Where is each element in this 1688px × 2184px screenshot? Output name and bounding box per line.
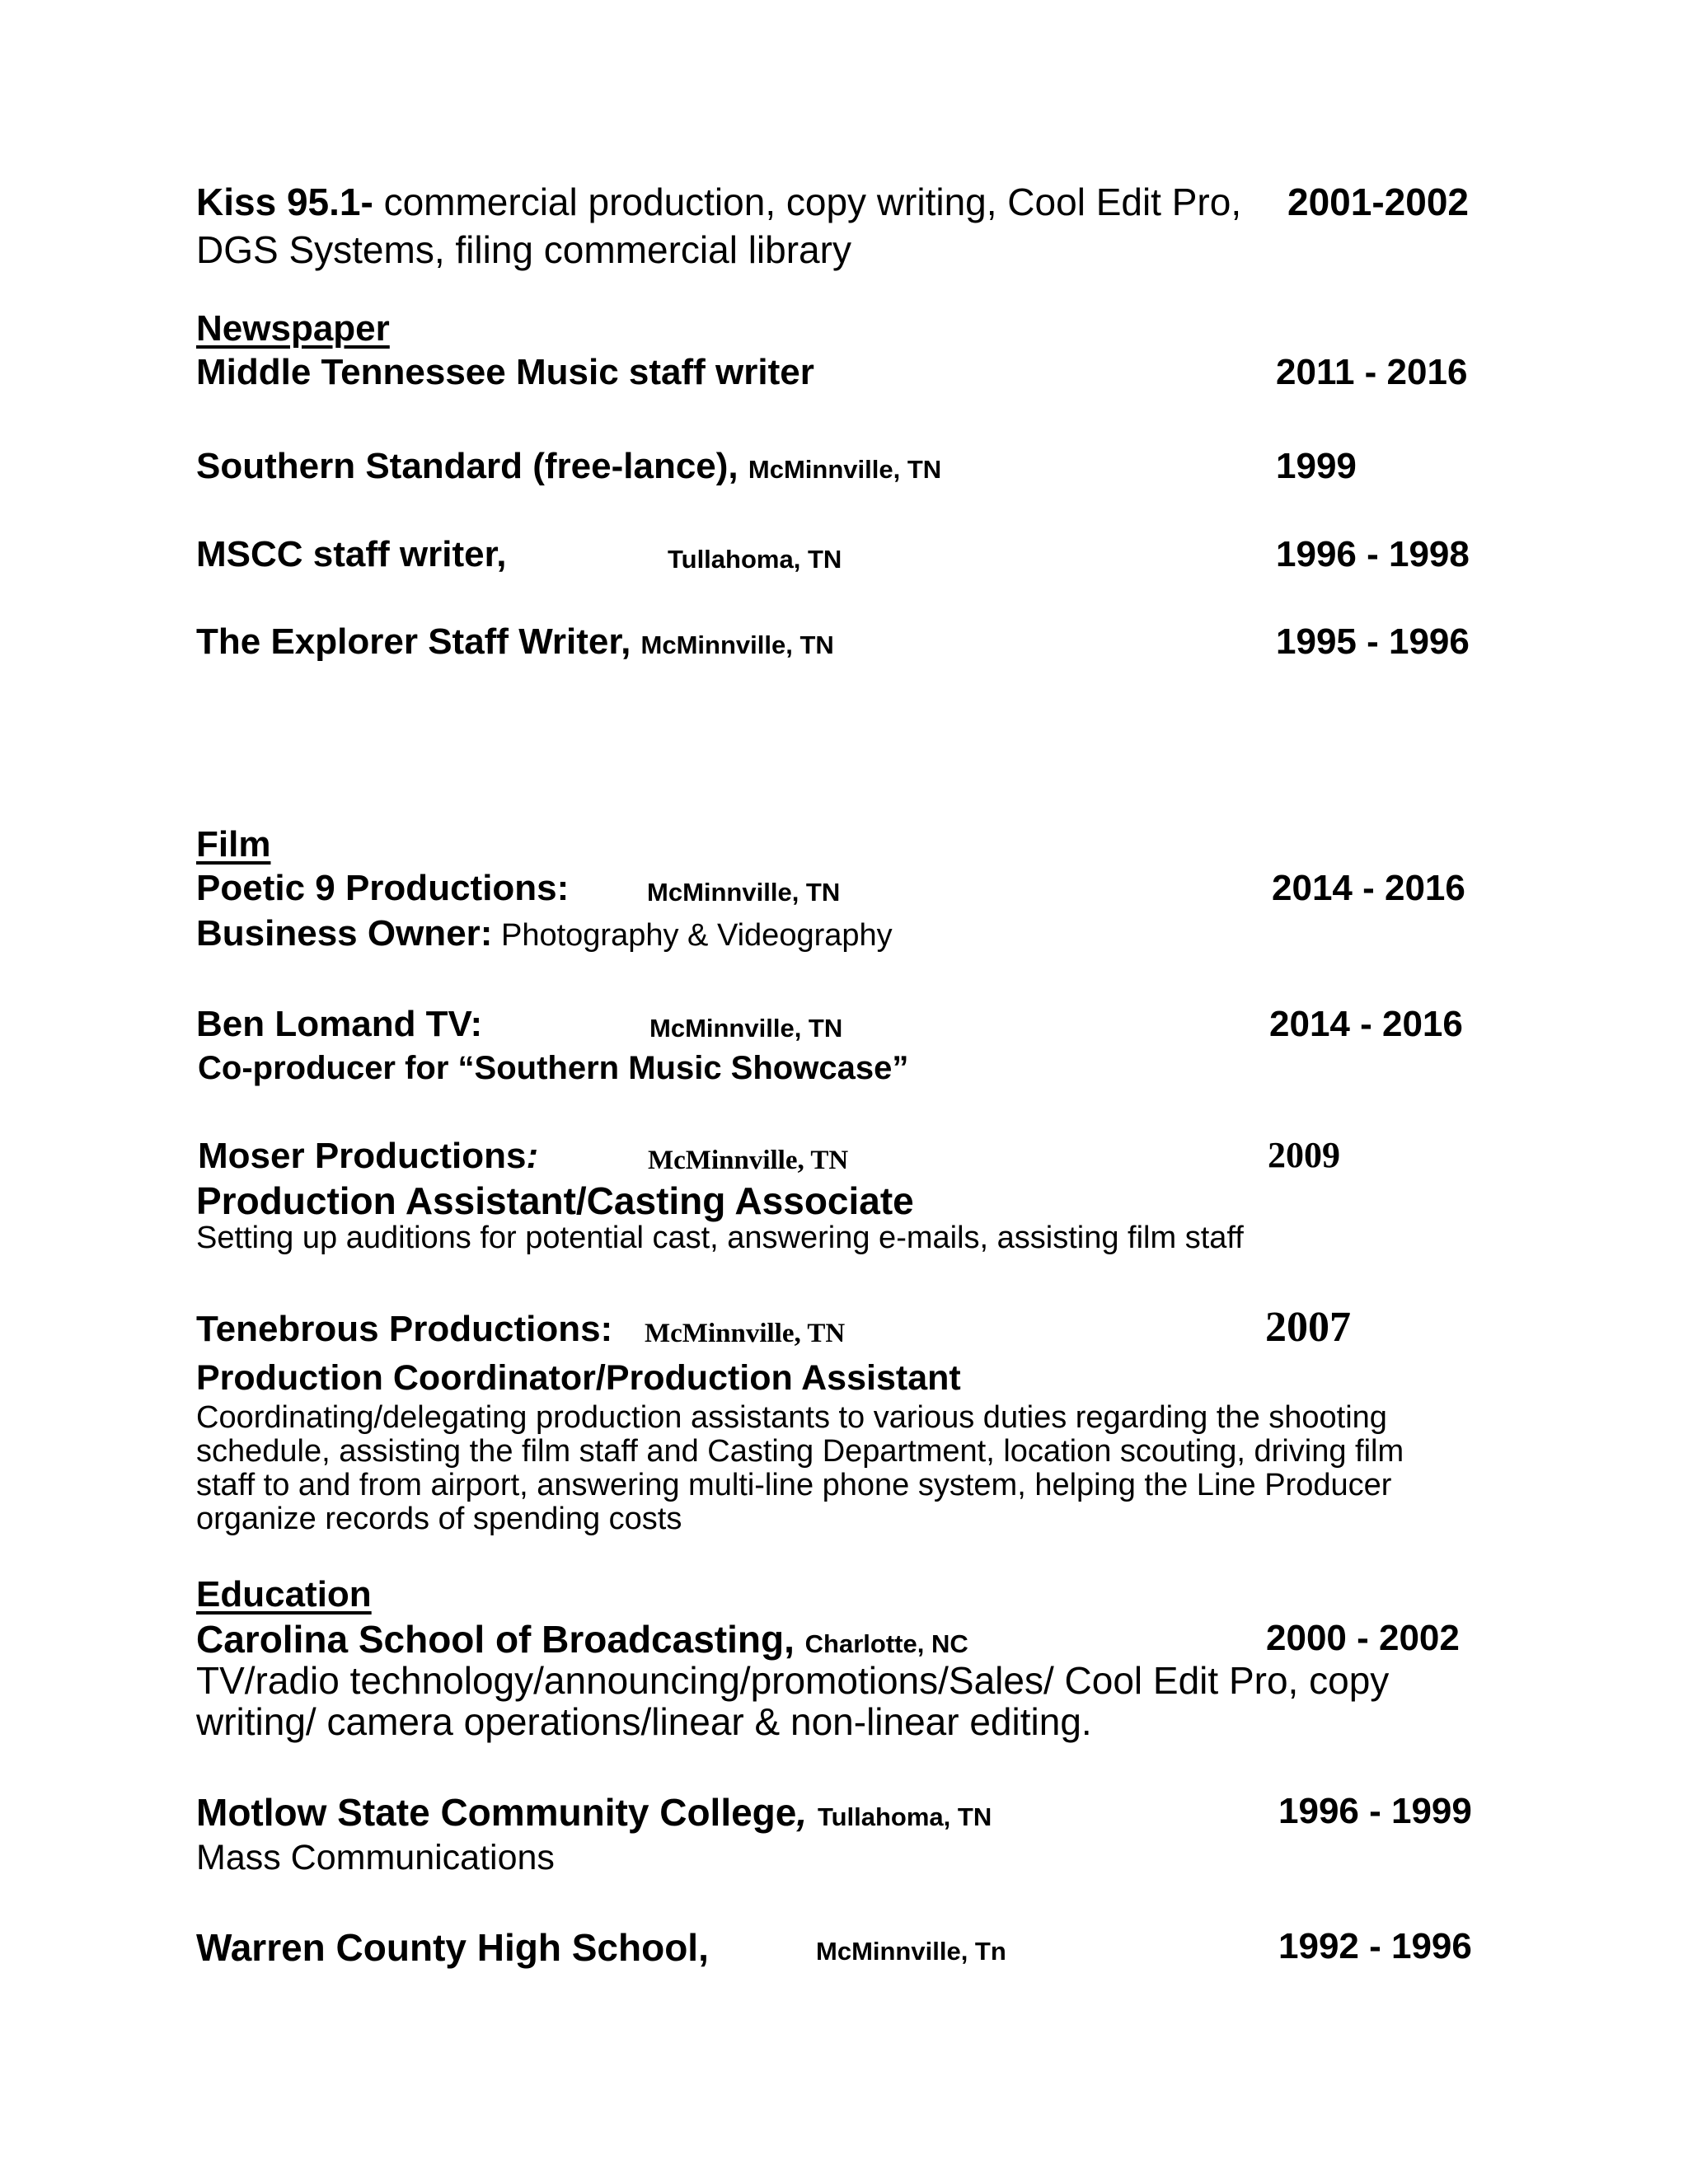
mtm-title: Middle Tennessee Music staff writer: [196, 352, 814, 392]
moser-entry: [198, 1138, 538, 1174]
poetic-location: McMinnville, TN: [647, 878, 841, 907]
carolina-name: Carolina School of Broadcasting,: [196, 1618, 795, 1661]
tenebrous-desc-line: schedule, assisting the film staff and Casting Department, location scouting, driving film: [196, 1434, 1404, 1469]
moser-desc: Setting up auditions for potential cast, answering e-mails, assisting film staff: [196, 1221, 1244, 1255]
explorer-title: The Explorer Staff Writer,: [196, 621, 631, 662]
poetic-role-label: Business Owner:: [196, 913, 493, 954]
motlow-location: Tullahoma, TN: [817, 1802, 992, 1831]
mtm-years: 2011 - 2016: [1276, 352, 1468, 392]
poetic-years: 2014 - 2016: [1272, 868, 1465, 908]
kiss-name: Kiss 95.1-: [196, 180, 373, 223]
southern-title: Southern Standard (free-lance),: [196, 446, 738, 486]
explorer-years: 1995 - 1996: [1276, 621, 1470, 662]
southern-location: McMinnville, TN: [748, 455, 942, 484]
moser-name: Moser Productions: [198, 1136, 527, 1176]
moser-years: 2009: [1268, 1135, 1340, 1175]
warren-years: 1992 - 1996: [1278, 1926, 1472, 1966]
carolina-location: Charlotte, NC: [804, 1629, 968, 1658]
poetic-name: Poetic 9 Productions:: [196, 868, 570, 908]
tenebrous-location: McMinnville, TN: [645, 1319, 846, 1348]
mscc-location: Tullahoma, TN: [668, 545, 842, 574]
kiss-desc-line1: commercial production, copy writing, Cool Edit Pro,: [373, 180, 1242, 223]
carolina-entry: [196, 1618, 968, 1661]
carolina-desc-line1: TV/radio technology/announcing/promotions/Sales/ Cool Edit Pro, copy: [196, 1659, 1390, 1702]
southern-entry: [196, 448, 941, 485]
tenebrous-years: 2007: [1265, 1304, 1351, 1351]
warren-location: McMinnville, Tn: [816, 1937, 1006, 1966]
mscc-title: MSCC staff writer,: [196, 534, 507, 574]
education-heading: Education: [196, 1574, 372, 1615]
tenebrous-desc-line: Coordinating/delegating production assistants to various duties regarding the shooting: [196, 1400, 1387, 1435]
tenebrous-role: Production Coordinator/Production Assistant: [196, 1358, 961, 1398]
carolina-desc-line2: writing/ camera operations/linear & non-linear editing.: [196, 1700, 1092, 1743]
poetic-role-desc: Photography & Videography: [492, 918, 893, 953]
kiss-years: 2001-2002: [1287, 180, 1469, 223]
ben-location: McMinnville, TN: [649, 1014, 843, 1043]
motlow-comma: ,: [796, 1791, 808, 1834]
motlow-years: 1996 - 1999: [1278, 1791, 1472, 1831]
mscc-years: 1996 - 1998: [1276, 534, 1470, 574]
poetic-role: [196, 913, 893, 954]
ben-years: 2014 - 2016: [1269, 1004, 1463, 1044]
tenebrous-desc: [196, 1401, 1404, 1536]
film-heading: Film: [196, 824, 271, 865]
kiss-desc-line2: DGS Systems, filing commercial library: [196, 228, 851, 271]
kiss-entry-line1: [196, 180, 1242, 223]
newspaper-heading: Newspaper: [196, 308, 390, 349]
moser-location: McMinnville, TN: [648, 1146, 849, 1175]
carolina-years: 2000 - 2002: [1266, 1618, 1460, 1658]
tenebrous-desc-line: organize records of spending costs: [196, 1502, 682, 1536]
tenebrous-name: Tenebrous Productions:: [196, 1309, 613, 1349]
ben-name: Ben Lomand TV:: [196, 1004, 483, 1044]
warren-name: Warren County High School,: [196, 1926, 709, 1969]
moser-colon: :: [526, 1136, 539, 1176]
explorer-entry: [196, 621, 834, 662]
southern-years: 1999: [1276, 446, 1357, 486]
tenebrous-desc-line: staff to and from airport, answering multi-line phone system, helping the Line Producer: [196, 1468, 1392, 1502]
motlow-desc: Mass Communications: [196, 1838, 555, 1877]
ben-role: Co-producer for “Southern Music Showcase”: [198, 1050, 909, 1086]
explorer-location: McMinnville, TN: [640, 630, 834, 659]
motlow-entry: [196, 1791, 992, 1834]
moser-role: Production Assistant/Casting Associate: [196, 1179, 914, 1222]
motlow-name: Motlow State Community College: [196, 1791, 797, 1834]
